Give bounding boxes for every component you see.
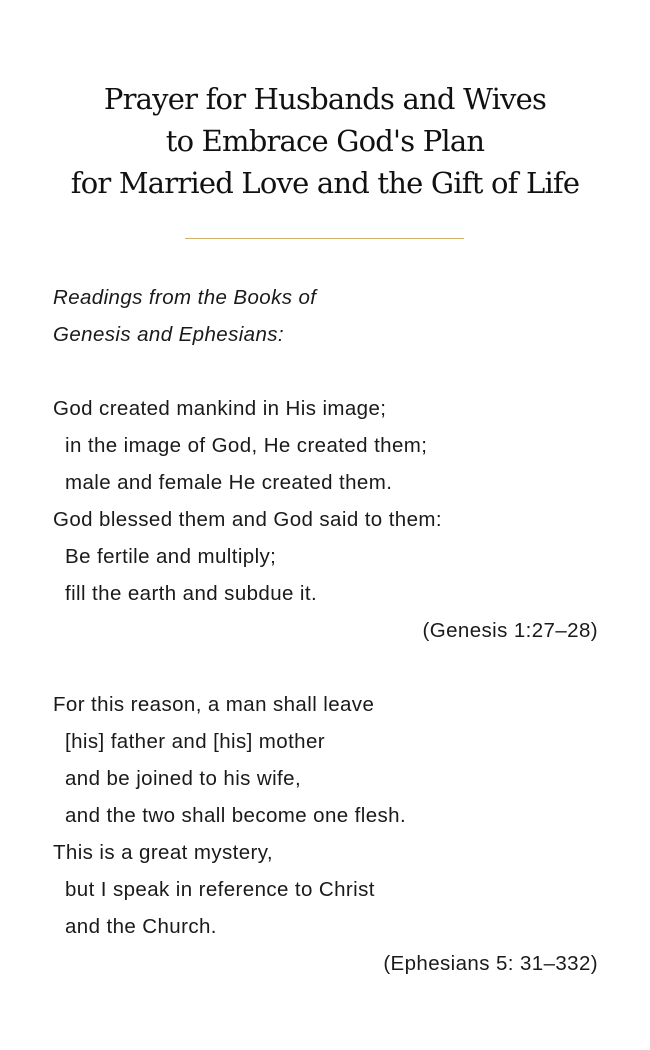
verse-line: and be joined to his wife, xyxy=(65,767,302,790)
title-line: to Embrace God's Plan xyxy=(165,124,485,158)
verse-line: [his] father and [his] mother xyxy=(65,730,326,753)
page-title xyxy=(0,78,650,204)
intro-line: Genesis and Ephesians: xyxy=(53,323,285,346)
intro-line: Readings from the Books of xyxy=(53,286,317,309)
verse-line: and the Church. xyxy=(65,915,217,938)
verse-line: male and female He created them. xyxy=(65,471,393,494)
verse-line: but I speak in reference to Christ xyxy=(65,878,375,901)
title-line: for Married Love and the Gift of Life xyxy=(70,166,580,200)
verse-line: God created mankind in His image; xyxy=(53,397,387,420)
verse-line: fill the earth and subdue it. xyxy=(65,582,318,605)
genesis-reference: (Genesis 1:27–28) xyxy=(422,619,598,642)
divider xyxy=(185,238,464,239)
readings xyxy=(53,279,598,982)
ephesians-reference: (Ephesians 5: 31–332) xyxy=(383,952,598,975)
verse-line: This is a great mystery, xyxy=(53,841,273,864)
verse-line: in the image of God, He created them; xyxy=(65,434,428,457)
title-line: Prayer for Husbands and Wives xyxy=(103,82,547,116)
verse-line: God blessed them and God said to them: xyxy=(53,508,442,531)
verse-line: and the two shall become one flesh. xyxy=(65,804,407,827)
verse-line: Be fertile and multiply; xyxy=(65,545,277,568)
verse-line: For this reason, a man shall leave xyxy=(53,693,375,716)
